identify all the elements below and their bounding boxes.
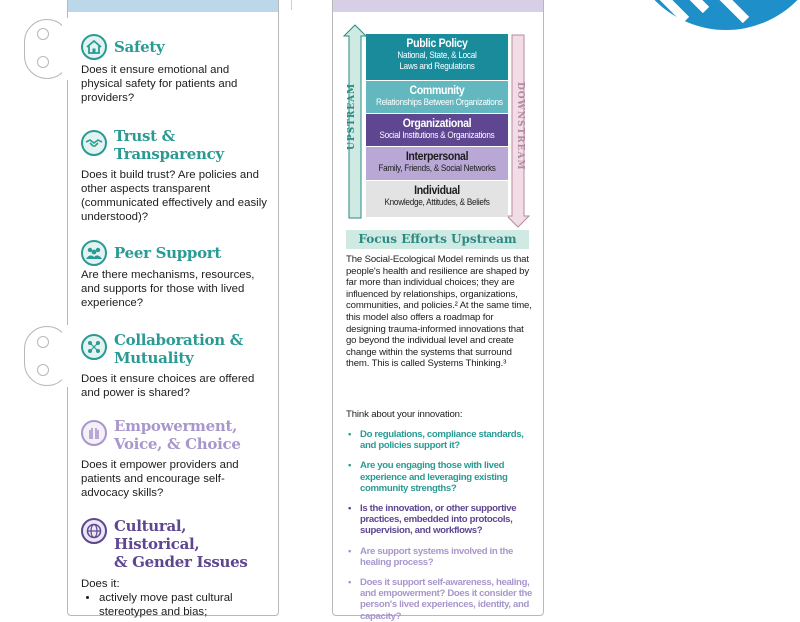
section-text: Does it: • actively move past cultural stereotypes and bias;: [81, 577, 271, 619]
layer-interpersonal: Interpersonal Family, Friends, & Social Networks: [366, 147, 508, 181]
list-item: • Are support systems involved in the healing process?: [346, 546, 536, 568]
tab-hole: [37, 364, 49, 376]
card-header-bar: [333, 0, 543, 12]
layer-public-policy: Public Policy National, State, & Local Laws and Regulations: [366, 34, 508, 81]
raised-hands-icon: [81, 420, 107, 446]
model-description: The Social-Ecological Model reminds us that people's health and resilience are shaped by far more than individual choices; they are influenced by relationships, organizations, communities, and policies.² At the same time, this model also offers a roadmap for designing trauma-informed innovations that go beyond the individual level and create change within the systems that surround them. This is called Systems Thinking.³: [346, 254, 532, 370]
tab-hole: [37, 336, 49, 348]
layer-organizational: Organizational Social Institutions & Organizations: [366, 114, 508, 147]
section-cultural: [81, 515, 271, 619]
upstream-label: [347, 136, 357, 150]
section-text: Does it build trust? Are policies and other aspects transparent (communicated effectively and easily understood)?: [81, 169, 267, 223]
section-title: Trust & Transparency: [114, 127, 224, 163]
section-empowerment: [81, 415, 271, 500]
section-trust-transparency: [81, 125, 271, 224]
list-item: • actively move past cultural stereotypes and bias;: [99, 591, 271, 619]
list-item: • Is the innovation, or other supportive practices, embedded into protocols, supervision, and workflows?: [346, 503, 536, 537]
section-collaboration: [81, 329, 271, 400]
section-text: Does it ensure emotional and physical safety for patients and providers?: [81, 64, 238, 104]
list-item: • Does it support self-awareness, healing, and empowerment? Does it consider the person's lived experiences, identity, and capacity?: [346, 577, 536, 622]
section-text: Does it ensure choices are offered and power is shared?: [81, 373, 255, 399]
section-text: Does it empower providers and patients and encourage self-advocacy skills?: [81, 459, 239, 499]
tab-hole: [37, 28, 49, 40]
house-icon: [81, 34, 107, 60]
logo-mark-icon: [626, 0, 800, 30]
people-group-icon: [81, 240, 107, 266]
logo-badge: [626, 0, 800, 30]
layer-community: Community Relationships Between Organizations: [366, 81, 508, 114]
globe-icon: [81, 518, 107, 544]
section-peer-support: [81, 240, 271, 310]
question-list: [346, 429, 536, 622]
list-item: • Do regulations, compliance standards, and policies support it?: [346, 429, 536, 451]
layer-individual: Individual Knowledge, Attitudes, & Beliefs: [366, 181, 508, 217]
downstream-label: DOWNSTREAM: [515, 82, 525, 171]
collaboration-icon: [81, 334, 107, 360]
card-header-bar: [68, 0, 278, 12]
fold-mark: [291, 0, 292, 10]
tab-hole: [37, 56, 49, 68]
handshake-icon: [81, 130, 107, 156]
prompt-text: Think about your innovation:: [346, 409, 463, 420]
section-text: Are there mechanisms, resources, and supports for those with lived experience?: [81, 269, 255, 309]
section-title: Peer Support: [114, 244, 222, 262]
section-title: Safety: [114, 38, 165, 56]
section-title: Cultural, Historical, & Gender Issues: [114, 517, 248, 571]
section-title: Empowerment, Voice, & Choice: [114, 417, 241, 453]
section-title: Collaboration & Mutuality: [114, 331, 243, 367]
section-safety: [81, 34, 271, 105]
list-item: • Are you engaging those with lived experience and leveraging existing community strengths?: [346, 460, 536, 494]
focus-heading: Focus Efforts Upstream: [346, 230, 529, 249]
